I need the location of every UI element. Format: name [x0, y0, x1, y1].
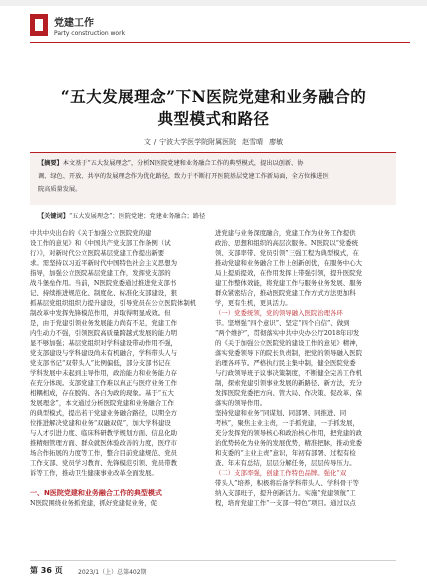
section-header: [30, 10, 410, 50]
body-line: 记、持续推进规范化、制度化、标准化支部建设，狠: [30, 289, 177, 297]
body-line: 与行政领导班子议事决策制度，不断健全完善工作机: [215, 369, 362, 377]
abstract-box: [30, 152, 396, 205]
body-line: 党支部建设与学科建设尚未有机融合，学科带头人与: [30, 349, 177, 357]
body-line: 中共中央出台的《关于加强公立医院党的建: [30, 229, 152, 237]
body-line: 求。需坚持以习近平新时代中国特色社会主义思想为: [30, 259, 177, 267]
section-subtitle: Party construction work: [54, 30, 126, 37]
body-line: 工作支部、党员学习教育、先锋模范引领、党员带教: [30, 459, 177, 467]
body-line: 在充分体现。支部党建工作难以真正与医疗业务工作: [30, 379, 177, 387]
body-line: 坚持党建和业务“同谋划、同部署、同推进、同: [215, 409, 347, 417]
abstract-line: 调、绿色、开放、共享的发展理念作为优化路径，致力于不断打开医院基层党建工作新局面，全方位推进医: [38, 173, 329, 180]
section-divider: [30, 42, 410, 43]
body-line: 进党建与业务深度融合，党建工作为业务工作提供: [215, 229, 356, 237]
body-column-right: [215, 228, 395, 508]
body-line: 政治、思想和组织的高层次服务。N医院以“党委统: [215, 239, 359, 247]
page-number: 第 36 页: [30, 566, 63, 575]
body-line: 诉等工作，推动卫生健康事业改革全面发展。: [30, 469, 158, 477]
body-line: 党支部书记“双带头人”比例偏低，部分支部书记在: [30, 359, 171, 367]
article-title-line-1: “五大发展理念”下N医院党建和业务融合的: [60, 87, 367, 106]
body-line: 治优势转化为业务的发展优势，精准把脉，推动党委: [215, 439, 362, 447]
body-line: 位推进解决党建和业务“双融双促”，加大学科建设: [30, 419, 171, 427]
body-line: “两个维护”，贯彻落实中共中央办公厅2018年印发: [215, 329, 360, 337]
subsection-heading: （二）支部率强，创建工作特色品牌。强化“双: [215, 469, 347, 477]
body-line: 战斗堡垒作用。当前，N医院党委通过推进党支部书: [30, 279, 177, 287]
body-line: 设工作的意见》和《中国共产党支部工作条例（试: [30, 239, 171, 247]
body-line: 内生动力不强，引领医院高质量跨越式发展的能力明: [30, 329, 177, 337]
body-line: 群众紧密结合，推动医院党建工作方式方法更加科: [215, 289, 356, 297]
body-line: N医院围绕业务抓党建，抓好党建促业务，促: [30, 499, 158, 507]
abstract-line: 院高质量发展。: [38, 186, 82, 193]
author-name: 廖敏: [269, 138, 284, 146]
body-line: 制，探索党建引领事业发展的新路径、新方法，充分: [215, 379, 362, 387]
body-line: 建工作整体效能，将党建工作与服务业务发展、服务: [215, 279, 362, 287]
byline-prefix: 文: [143, 138, 151, 146]
body-line: 相耦相成，存在脱钩、各自为政的现象。基于“五大: [30, 389, 174, 397]
body-line: 场合作拓展的力度等工作，整合目前党建规范、党员: [30, 449, 177, 457]
keywords-text: “五大发展理念”；医院党建；党建业务融合；路径: [68, 213, 206, 220]
body-line: 的《关于加强公立医院党的建设工作的意见》精神，: [215, 339, 362, 347]
body-line: 节。坚增强“四个意识”、坚定“四个自信”、做到: [215, 319, 350, 327]
body-line: 行）》，对新时代公立医院基层党建工作提出新要: [30, 249, 165, 257]
body-line: 指导，加强公立医院基层党建工作，发挥党支部的: [30, 269, 171, 277]
subsection-heading: （一）党委统领，党的领导融入医院治理各环: [215, 309, 343, 317]
body-line: 落实的领导作用。: [215, 399, 267, 407]
abstract-line: 【摘要】本文基于“五大发展理念”，分析N医院党建和业务融合工作的典型模式，提出以创新、协: [38, 160, 304, 167]
keywords: [38, 211, 205, 220]
body-line: 发挥医院党委把方向、管大局、作决策、促改革、保: [215, 389, 362, 397]
body-line: 领、支部率带、党员引领”三强工程为典型模式，在: [215, 249, 359, 257]
top-band: [0, 0, 427, 6]
issue-info: 2023/1（上）总第402期: [78, 569, 147, 576]
body-line: 治理各环节。严格执行民主集中制，健全医院党委: [215, 359, 356, 367]
body-line: 纳入支部班子，提升创新活力。实施“党建领航”工: [215, 489, 356, 497]
body-line: 显不够加强；基层党组织对学科建设带动作用不强，: [30, 339, 177, 347]
body-line: 局上提质提效，在作用发挥上带强引领，提升医院党: [215, 269, 362, 277]
section-mark-icon: [30, 14, 48, 36]
body-line: 充分发挥党的领导核心和政治核心作用，把党建的政: [215, 429, 362, 437]
body-line: 推动党建和业务融合工作上创新创优，在服务中心大: [215, 259, 362, 267]
body-line: 与人才引进力度、临床科研教学规划方面、信息化助: [30, 429, 177, 437]
body-line: 带头人”培养，积极将后备学科带头人、学科骨干等: [215, 479, 359, 487]
abstract-label: 【摘要】: [38, 160, 63, 167]
author-name: 赵雪晴: [242, 138, 264, 146]
body-line: 落实党委领导下的院长负责制，把党的领导融入医院: [215, 349, 362, 357]
body-line: 查、年末有总结，层层分解任务，层层传导压力。: [215, 459, 356, 467]
article-title-line-2: 典型模式和路径: [157, 109, 270, 128]
body-line: [30, 478, 210, 488]
section-title: 党建工作: [54, 18, 94, 29]
body-line: 和支委的“主业主责”意识，年初有部署、过程有检: [215, 449, 356, 457]
body-line: 程，培育党建工作“一支部一特色”项目。通过以点: [215, 499, 356, 507]
body-line: 学，更有生机，更具活力。: [215, 299, 292, 307]
body-line: 考核”，聚焦主业主责，一手抓党建，一手抓发展，: [215, 419, 359, 427]
keywords-label: 【关键词】: [38, 213, 69, 220]
body-line: 推精细管理方面、群众就医体验改善的力度，医疗市: [30, 439, 177, 447]
body-line: 发展理念”，本文通过分析医院党建和业务融合工作: [30, 399, 174, 407]
body-line: 的典型模式，提出若干党建业务融合路径，以期全方: [30, 409, 177, 417]
body-line: 是，由于党建引领业务发展能力尚有不足，党建工作: [30, 319, 177, 327]
section-heading: 一、N医院党建和业务融合工作的典型模式: [30, 489, 162, 497]
body-column-left: [30, 228, 210, 508]
byline: 文 / 宁波大学医学院附属医院 赵雪晴 廖敏: [143, 138, 284, 146]
byline-affiliation: 宁波大学医学院附属医院: [159, 138, 237, 146]
body-line: 抓基层党组织组织力提升建设，引导党员在公立医院体制机: [30, 299, 197, 307]
footer-divider: [30, 560, 396, 561]
body-line: 学科发展中未起到主导作用，政治能力和业务能力存: [30, 369, 177, 377]
body-line: 制改革中发挥先锋模范作用，并取得明显成效。但: [30, 309, 171, 317]
